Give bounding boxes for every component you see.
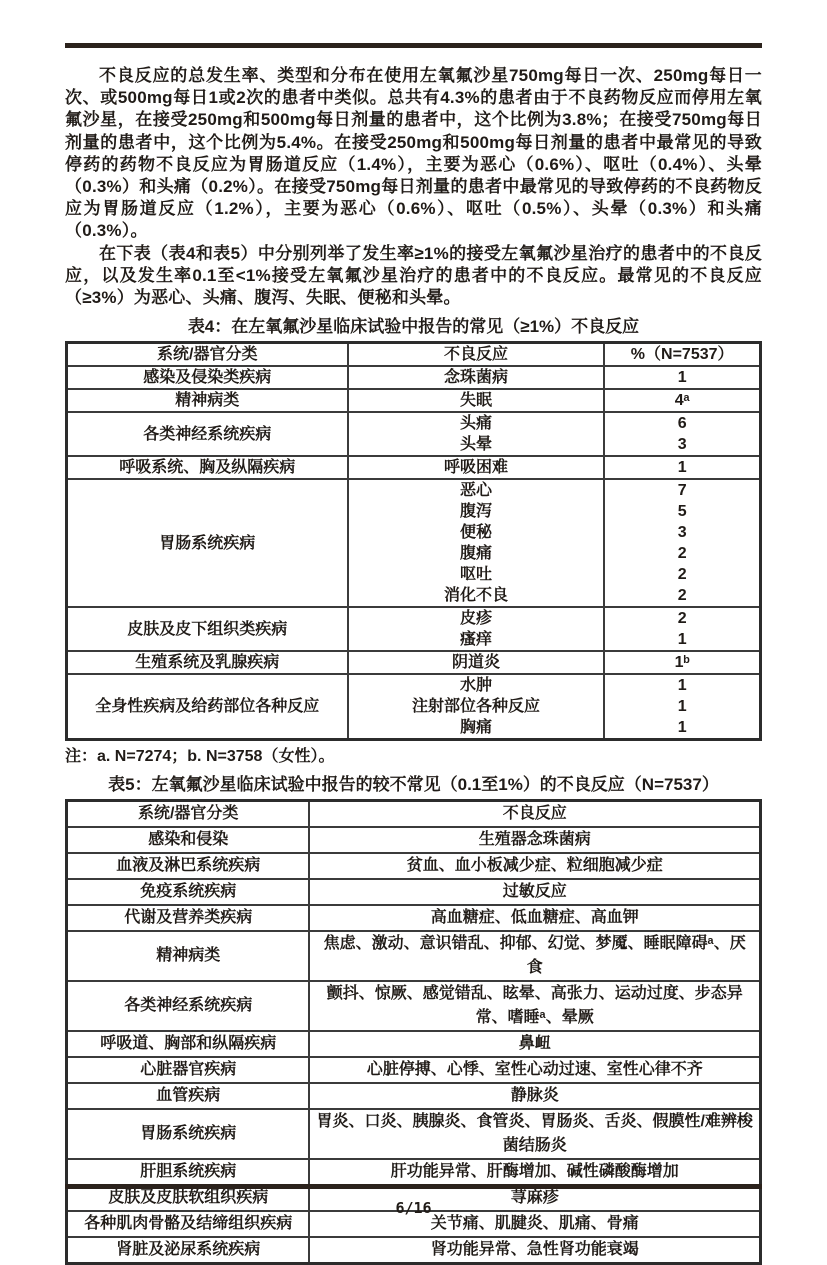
- reaction-cell: 念珠菌病: [348, 366, 605, 389]
- percent-cell: 1ᵇ: [604, 651, 760, 674]
- table-row: [67, 1109, 761, 1159]
- system-cell: 生殖系统及乳腺疾病: [67, 651, 348, 674]
- table5-caption: 表5：左氧氟沙星临床试验中报告的较不常见（0.1至1%）的不良反应（N=7537）: [108, 775, 719, 795]
- table-row: [67, 456, 761, 479]
- table-row: [67, 607, 761, 651]
- reaction-cell: 关节痛、肌腱炎、肌痛、骨痛: [309, 1211, 760, 1237]
- table-row: [67, 1031, 761, 1057]
- system-cell: 皮肤及皮肤软组织疾病: [67, 1185, 310, 1211]
- top-rule: [65, 43, 762, 48]
- table-row: [67, 366, 761, 389]
- table-row: [67, 412, 761, 456]
- bottom-rule: [65, 1184, 762, 1189]
- reaction-cell: 恶心 腹泻 便秘 腹痛 呕吐 消化不良: [348, 479, 605, 607]
- table5-header-system: 系统/器官分类: [67, 801, 310, 828]
- percent-cell: 1: [604, 366, 760, 389]
- table-row: [67, 674, 761, 740]
- reaction-cell: 胃炎、口炎、胰腺炎、食管炎、胃肠炎、舌炎、假膜性/难辨梭菌结肠炎: [309, 1109, 760, 1159]
- reaction-cell: 头痛 头晕: [348, 412, 605, 456]
- reaction-cell: 鼻衄: [309, 1031, 760, 1057]
- percent-cell: 7 5 3 2 2 2: [604, 479, 760, 607]
- system-cell: 血液及淋巴系统疾病: [67, 853, 310, 879]
- table4-header-row: [67, 343, 761, 367]
- system-cell: 各种肌肉骨骼及结缔组织疾病: [67, 1211, 310, 1237]
- paragraph-overall-incidence: 不良反应的总发生率、类型和分布在使用左氧氟沙星750mg每日一次、250mg每日一次、或500mg每日1或2次的患者中类似。总共有4.3%的患者由于不良药物反应而停用左氧氟沙星，在接受250mg和500mg每日剂量的患者中，这个比例为3.8%；在接受750mg每日剂量的患者中，这个比例为5.4%。在接受250mg和500mg每日剂量的患者中最常见的导致停药的药物不良反应为胃肠道反应（1.4%），主要为恶心（0.6%）、呕吐（0.4%）、头晕（0.3%）和头痛（0.2%）。在接受750mg每日剂量的患者中最常见的导致停药的不良药物反应为胃肠道反应（1.2%），主要为恶心（0.6%）、呕吐（0.5%）、头晕（0.3%）和头痛（0.3%）。: [65, 66, 762, 241]
- reaction-cell: 阴道炎: [348, 651, 605, 674]
- system-cell: 各类神经系统疾病: [67, 412, 348, 456]
- percent-cell: 1 1 1: [604, 674, 760, 740]
- system-cell: 皮肤及皮下组织类疾病: [67, 607, 348, 651]
- reaction-cell: 心脏停搏、心悸、室性心动过速、室性心律不齐: [309, 1057, 760, 1083]
- percent-cell: 2 1: [604, 607, 760, 651]
- table5-header-row: [67, 801, 761, 828]
- table4-caption: 表4：在左氧氟沙星临床试验中报告的常见（≥1%）不良反应: [187, 317, 640, 337]
- reaction-cell: 生殖器念珠菌病: [309, 827, 760, 853]
- reaction-cell: 呼吸困难: [348, 456, 605, 479]
- table-row: [67, 981, 761, 1031]
- table4-header-percent: %（N=7537）: [604, 343, 760, 367]
- table4-footnote: 注：a. N=7274；b. N=3758（女性）。: [65, 748, 335, 766]
- system-cell: 血管疾病: [67, 1083, 310, 1109]
- reaction-cell: 水肿 注射部位各种反应 胸痛: [348, 674, 605, 740]
- page-number: 6/16: [395, 1199, 432, 1217]
- reaction-cell: 皮疹 瘙痒: [348, 607, 605, 651]
- table5-header-reaction: 不良反应: [309, 801, 760, 828]
- page-footer: [65, 1184, 762, 1217]
- table-row: [67, 1237, 761, 1264]
- system-cell: 精神病类: [67, 931, 310, 981]
- system-cell: 感染和侵染: [67, 827, 310, 853]
- table-row: [67, 879, 761, 905]
- table-row: [67, 931, 761, 981]
- table-row: [67, 479, 761, 607]
- paragraph-tables-intro: 在下表（表4和表5）中分别列举了发生率≥1%的接受左氧氟沙星治疗的患者中的不良反应，以及发生率0.1至<1%接受左氧氟沙星治疗的患者中的不良反应。最常见的不良反应（≥3%）为恶心、头痛、腹泻、失眠、便秘和头晕。: [65, 243, 762, 308]
- table4-header-system: 系统/器官分类: [67, 343, 348, 367]
- table-row: [67, 827, 761, 853]
- table-row: [67, 651, 761, 674]
- percent-cell: 6 3: [604, 412, 760, 456]
- system-cell: 胃肠系统疾病: [67, 1109, 310, 1159]
- percent-cell: 4ᵃ: [604, 389, 760, 412]
- table-row: [67, 1083, 761, 1109]
- system-cell: 呼吸道、胸部和纵隔疾病: [67, 1031, 310, 1057]
- table-row: [67, 853, 761, 879]
- system-cell: 感染及侵染类疾病: [67, 366, 348, 389]
- page-content: [65, 0, 762, 1265]
- table4-header-reaction: 不良反应: [348, 343, 605, 367]
- table-row: [67, 389, 761, 412]
- system-cell: 呼吸系统、胸及纵隔疾病: [67, 456, 348, 479]
- system-cell: 免疫系统疾病: [67, 879, 310, 905]
- reaction-cell: 过敏反应: [309, 879, 760, 905]
- system-cell: 各类神经系统疾病: [67, 981, 310, 1031]
- reaction-cell: 焦虑、激动、意识错乱、抑郁、幻觉、梦魇、睡眠障碍ᵃ、厌食: [309, 931, 760, 981]
- system-cell: 胃肠系统疾病: [67, 479, 348, 607]
- reaction-cell: 肝功能异常、肝酶增加、碱性磷酸酶增加: [309, 1159, 760, 1185]
- table-row: [67, 1159, 761, 1185]
- table4: [65, 341, 762, 741]
- table-row: [67, 1057, 761, 1083]
- system-cell: 肝胆系统疾病: [67, 1159, 310, 1185]
- reaction-cell: 肾功能异常、急性肾功能衰竭: [309, 1237, 760, 1264]
- system-cell: 代谢及营养类疾病: [67, 905, 310, 931]
- system-cell: 肾脏及泌尿系统疾病: [67, 1237, 310, 1264]
- system-cell: 精神病类: [67, 389, 348, 412]
- reaction-cell: 静脉炎: [309, 1083, 760, 1109]
- reaction-cell: 荨麻疹: [309, 1185, 760, 1211]
- system-cell: 心脏器官疾病: [67, 1057, 310, 1083]
- percent-cell: 1: [604, 456, 760, 479]
- system-cell: 全身性疾病及给药部位各种反应: [67, 674, 348, 740]
- reaction-cell: 高血糖症、低血糖症、高血钾: [309, 905, 760, 931]
- reaction-cell: 贫血、血小板减少症、粒细胞减少症: [309, 853, 760, 879]
- reaction-cell: 失眠: [348, 389, 605, 412]
- reaction-cell: 颤抖、惊厥、感觉错乱、眩晕、高张力、运动过度、步态异常、嗜睡ᵃ、晕厥: [309, 981, 760, 1031]
- table-row: [67, 905, 761, 931]
